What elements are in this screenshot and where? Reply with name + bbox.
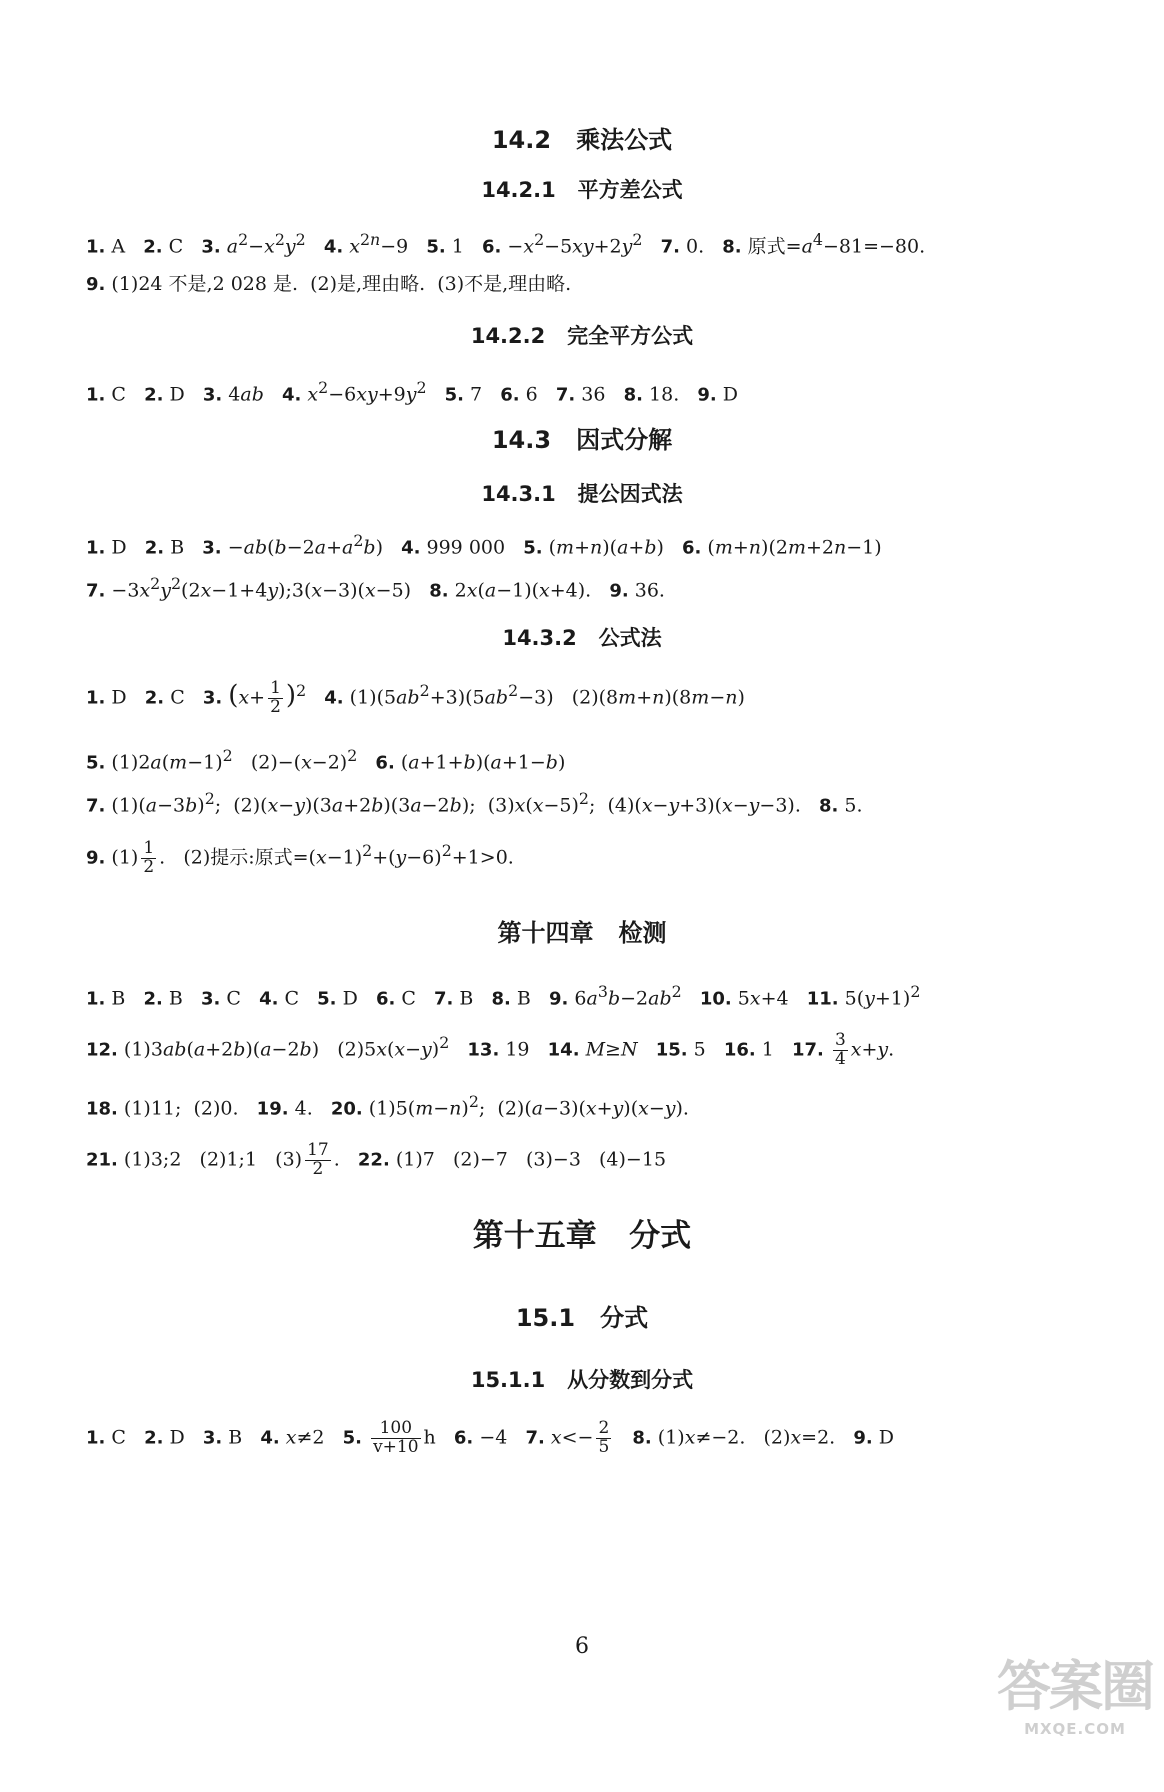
chapter-15-heading: 第十五章 分式 [472,1218,692,1254]
subsection-heading-14-3-1: 14.3.1 提公因式法 [481,482,683,506]
watermark-site: MXQE.COM [1024,1720,1126,1738]
subsection-heading-15-1-1: 15.1.1 从分数到分式 [470,1368,694,1392]
answers-ch14-test-line-3: 18. (1)11; (2)0. 19. 4. 20. $(1)5(m-n)^2$; (2)(a−3)(x+y)(x−y). [86,1092,689,1120]
subsection-heading-14-2-2: 14.2.2 完全平方公式 [470,324,694,348]
answers-14-3-2-line-1: 1. D 2. C 3. (x+ $\frac{1}{2}$ )$^2$ 4. $(1)(5ab^2+3)(5ab^2-3)$ (2)(8m+n)(8m−n) [86,678,745,717]
answers-ch14-test-line-2: 12. (1)3ab(a+2b)(a−2b) $(2)5x(x-y)^2$ 13. 19 14. M≥N 15. 5 16. 1 17. $\frac{3}{4}$ x+y. [86,1030,895,1069]
fraction-one-half-q9: $\frac{1}{2}$ [143,838,155,877]
watermark-logo [990,1655,1160,1788]
section-heading-14-3: 14.3 因式分解 [491,426,673,454]
section-heading-15-1: 15.1 分式 [515,1304,649,1332]
answers-14-2-1-line-1: 1. A 2. C 3. $a^2-x^2y^2$ 4. $x^{2n}-9$ 5. 1 6. $-x^2-5xy+2y^2$ 7. 0. 8. 原式$=a^4-81=-80$. [86,230,926,258]
answers-14-3-2-line-3: 7. $(1)(a-3b)^2$; (2)(x−y)(3a+2b)(3a−2b); $(3)x(x-5)^2$; (4)(x−y+3)(x−y−3). 8. 5. [86,789,863,817]
answers-ch14-test-line-4: 21. (1)3;2 (2)1;1 (3) $\frac{17}{2}$ . 22. (1)7 (2)−7 (3)−3 (4)−15 [86,1140,667,1179]
fraction-three-quarters: $\frac{3}{4}$ [834,1030,846,1069]
answers-ch14-test-line-1: 1. B 2. B 3. C 4. C 5. D 6. C 7. B 8. B 9. $6a^3b-2ab^2$ 10. 5x+4 11. $5(y+1)^2$ [86,982,921,1010]
answers-14-3-1-line-2: 7. $-3x^2y^2(2x-1+4y);3(x-3)(x-5)$ 8. 2x(a−1)(x+4). 9. 36. [86,574,665,602]
answers-14-2-2-line-1: 1. C 2. D 3. 4ab 4. $x^2-6xy+9y^2$ 5. 7 6. 6 7. 36 8. 18. 9. D [86,378,739,406]
chapter-14-test-heading: 第十四章 检测 [497,919,667,947]
fraction-one-half: $\frac{1}{2}$ [270,678,281,717]
watermark-brand: 答案圈 [997,1655,1153,1718]
fraction-seventeen-halves: $\frac{17}{2}$ [307,1140,329,1179]
section-heading-14-2: 14.2 乘法公式 [491,126,673,154]
answers-14-3-2-line-4: 9. (1) $\frac{1}{2}$ . (2)提示:原式$=(x-1)^2+(y-6)^2+1>0$. [86,838,514,877]
answers-14-2-1-line-2: 9. (1)24 不是,2 028 是. (2)是,理由略. (3)不是,理由略. [86,273,572,295]
answers-14-3-1-line-1: 1. D 2. B 3. $-ab(b-2a+a^2b)$ 4. 999 000 5. (m+n)(a+b) 6. (m+n)(2m+2n−1) [86,531,882,559]
answers-14-3-2-line-2: 5. $(1)2a(m-1)^2$ $(2)-(x-2)^2$ 6. (a+1+b)(a+1−b) [86,746,566,774]
answers-15-1-1-line-1: 1. C 2. D 3. B 4. x≠2 5. $\frac{100}{v+10}$ h 6. −4 7. x<− $\frac{2}{5}$ 8. (1)x≠−2. (2)x=2. 9. D [86,1418,894,1457]
fraction-two-fifths: $\frac{2}{5}$ [598,1418,610,1457]
fraction-hundred-over: $\frac{100}{v+10}$ [373,1418,419,1457]
page-number: 6 [575,1634,589,1659]
subsection-heading-14-2-1: 14.2.1 平方差公式 [481,178,683,202]
subsection-heading-14-3-2: 14.3.2 公式法 [502,626,662,650]
